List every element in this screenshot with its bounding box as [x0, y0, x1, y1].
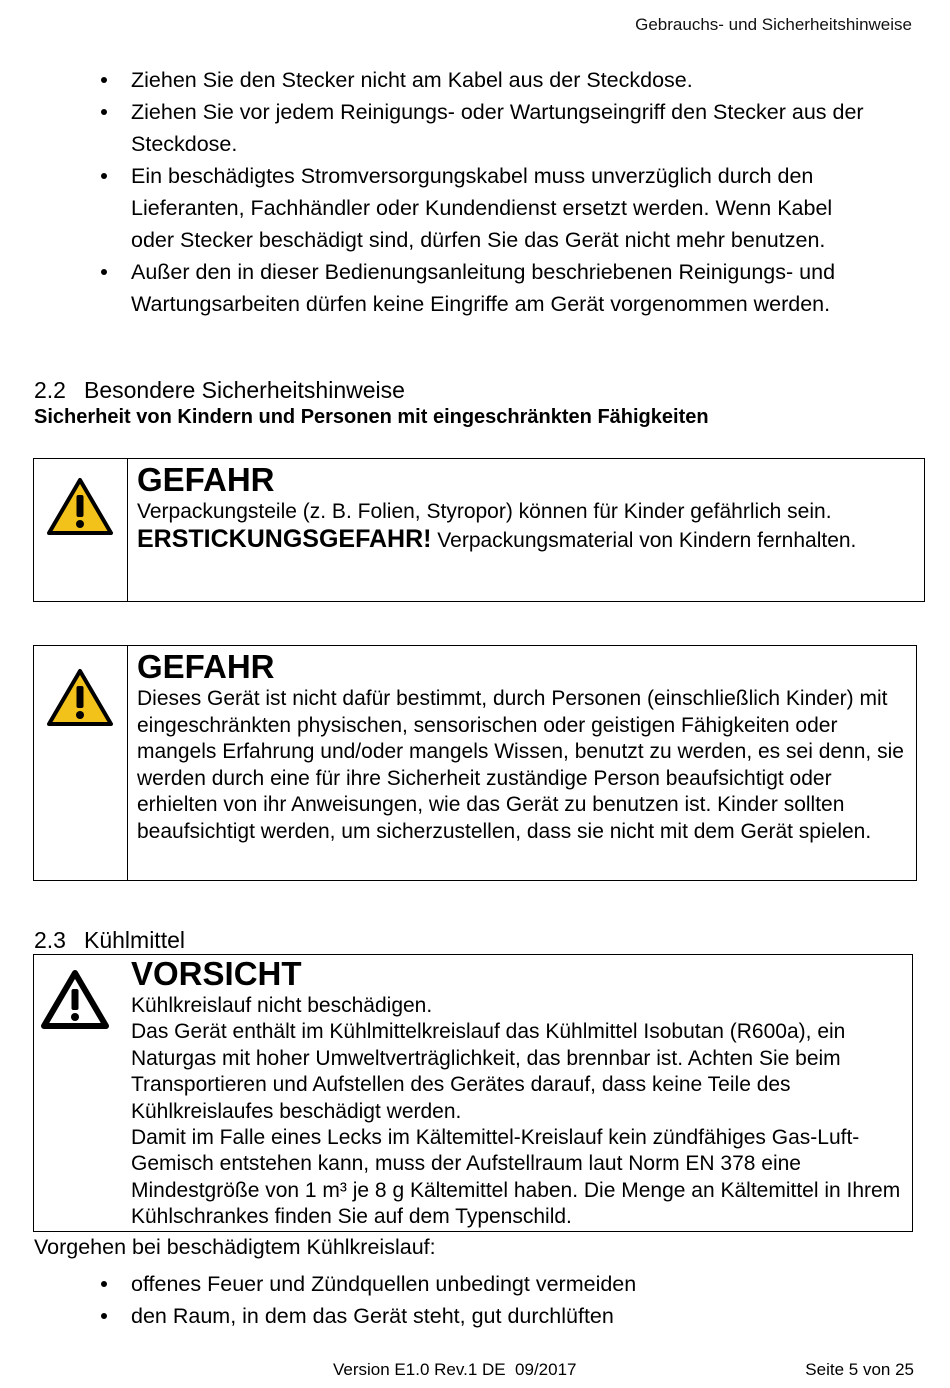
footer-page-number: Seite 5 von 25: [805, 1360, 914, 1379]
list-item: [0, 1300, 950, 1332]
safety-bullet-list: [0, 64, 950, 320]
danger-signal-word: GEFAHR: [137, 461, 275, 498]
procedure-intro: Vorgehen bei beschädigtem Kühlkreislauf:: [34, 1235, 436, 1259]
bullet-icon: [101, 173, 107, 179]
warning-text: Dieses Gerät ist nicht dafür bestimmt, durch Personen (einschließlich Kinder) mit eingeschränkten physischen, sensorischen oder geistigen Fähigkeiten oder mangels Erfahrung und/oder mangels Wissen, benutzt zu werden, es sei denn, sie werden durch eine für ihre Sicherheit zuständige Person beaufsichtigt oder erhielten von ihr Anweisungen, wie das Gerät zu benutzen ist. Kinder sollten beaufsichtigt werden, um sicherzustellen, dass sie nicht mit dem Gerät spielen.: [137, 687, 904, 843]
list-item-text: Ziehen Sie vor jedem Reinigungs- oder Wartungseingriff den Stecker aus der Steckdose.: [131, 100, 864, 156]
list-item: [0, 256, 950, 320]
list-item-text: Ein beschädigtes Stromversorgungskabel muss unverzüglich durch den Lieferanten, Fachhändler oder Kundendienst ersetzt werden. Wenn Kabel oder Stecker beschädigt sind, dürfen Sie das Gerät nicht mehr benutzen.: [131, 164, 833, 252]
caution-triangle-icon: [40, 969, 110, 1031]
section-subtitle: Sicherheit von Kindern und Personen mit eingeschränkten Fähigkeiten: [34, 406, 709, 428]
warning-text: [137, 499, 914, 554]
list-item-text: Ziehen Sie den Stecker nicht am Kabel aus der Steckdose.: [131, 68, 693, 92]
bullet-icon: [101, 77, 107, 83]
suffocation-emphasis: ERSTICKUNGSGEFAHR!: [137, 524, 432, 553]
section-title: Kühlmittel: [84, 927, 185, 953]
section-number: 2.2: [34, 377, 66, 403]
section-heading-2-3: [34, 926, 185, 954]
list-item: [0, 1268, 950, 1300]
caution-text: [131, 993, 902, 1231]
caution-paragraph: Damit im Falle eines Lecks im Kältemittel-Kreislauf kein zündfähiges Gas-Luft-Gemisch entstehen kann, muss der Aufstellraum laut Norm EN 378 eine Mindestgröße von 1 m³ je 8 g Kältemittel haben. Die Menge an Kältemittel in Ihrem Kühlschrankes finden Sie auf dem Typenschild.: [131, 1126, 901, 1229]
caution-box-coolant: [33, 954, 913, 1232]
warning-triangle-icon: [46, 668, 114, 728]
bullet-icon: [101, 269, 107, 275]
danger-signal-word: GEFAHR: [137, 648, 275, 685]
list-item-text: Außer den in dieser Bedienungsanleitung beschriebenen Reinigungs- und Wartungsarbeiten dürfen keine Eingriffe am Gerät vorgenommen werden.: [131, 260, 836, 316]
list-item: [0, 160, 950, 256]
list-item-text: offenes Feuer und Zündquellen unbedingt vermeiden: [131, 1272, 637, 1296]
list-item-text: den Raum, in dem das Gerät steht, gut durchlüften: [131, 1304, 614, 1328]
bullet-icon: [101, 1281, 107, 1287]
warning-icon-cell: [34, 646, 128, 880]
caution-text-line: Kühlkreislauf nicht beschädigen.: [131, 994, 433, 1017]
warning-text-line: Verpackungsteile (z. B. Folien, Styropor) können für Kinder gefährlich sein.: [137, 500, 832, 523]
caution-paragraph: Das Gerät enthält im Kühlmittelkreislauf das Kühlmittel Isobutan (R600a), ein Naturgas mit hoher Umweltverträglichkeit, das brennbar ist. Achten Sie beim Transportieren und Aufstellen des Gerätes darauf, dass keine Teile des Kühlkreislaufes beschädigt werden.: [131, 1020, 846, 1123]
warning-icon-cell: [34, 459, 128, 601]
list-item: [0, 96, 950, 160]
caution-icon-cell: [34, 955, 127, 1231]
section-heading-2-2: [34, 376, 405, 404]
warning-text-line: Verpackungsmaterial von Kindern fernhalten.: [431, 528, 857, 552]
warning-triangle-icon: [46, 477, 114, 537]
procedure-bullet-list: [0, 1268, 950, 1332]
caution-signal-word: VORSICHT: [131, 955, 302, 992]
page-header: Gebrauchs- und Sicherheitshinweise: [635, 15, 912, 34]
bullet-icon: [101, 109, 107, 115]
bullet-icon: [101, 1313, 107, 1319]
section-number: 2.3: [34, 927, 66, 953]
section-title: Besondere Sicherheitshinweise: [84, 377, 405, 403]
danger-warning-box-persons: [33, 645, 917, 881]
footer-version: Version E1.0 Rev.1 DE 09/2017: [333, 1360, 577, 1379]
list-item: [0, 64, 950, 96]
danger-warning-box-packaging: [33, 458, 925, 602]
